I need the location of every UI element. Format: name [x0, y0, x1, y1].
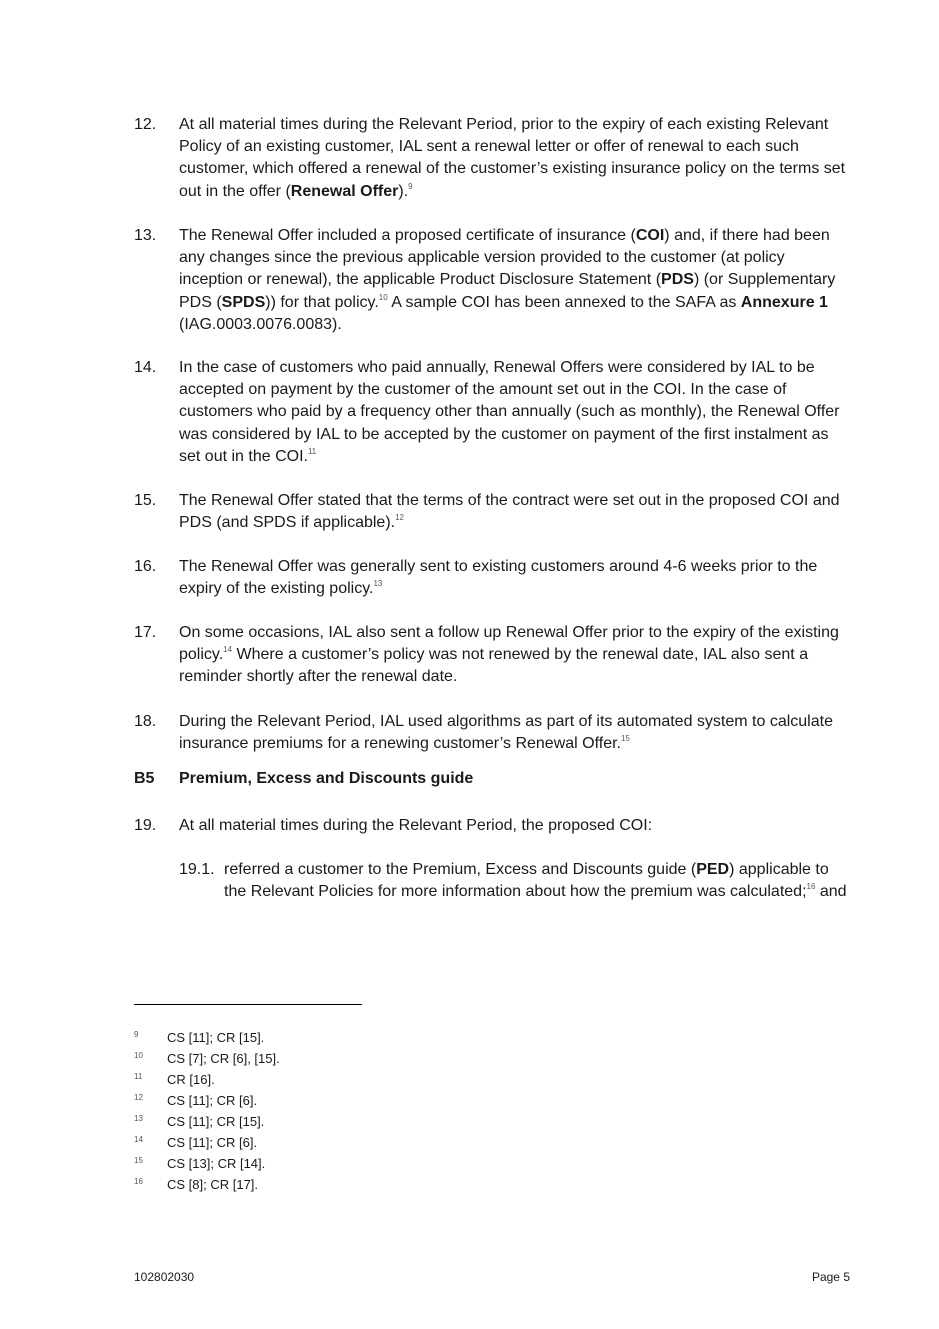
paragraph-text — [179, 225, 849, 336]
paragraph-text — [179, 711, 849, 755]
text-run: In the case of customers who paid annually, Renewal Offers were considered by IAL to be accepted on payment by the customer of the amount set out in the COI. In the case of customers who paid by a frequency other than annually (such as monthly), the Renewal Offer was considered by IAL to be accepted by the customer on payment of the first instalment as set out in the COI. — [179, 359, 840, 465]
footnote-text: CS [11]; CR [6]. — [167, 1093, 258, 1108]
paragraph-19 — [134, 815, 849, 837]
text-run: The Renewal Offer was generally sent to existing customers around 4-6 weeks prior to the expiry of the existing policy. — [179, 558, 818, 598]
text-run: The Renewal Offer stated that the terms of the contract were set out in the proposed COI and PDS (and SPDS if applicable). — [179, 492, 840, 532]
footnote-text: CS [11]; CR [15]. — [167, 1030, 265, 1045]
page-number: Page 5 — [811, 1270, 850, 1284]
footnote-text: CS [8]; CR [17]. — [167, 1177, 259, 1192]
footnote-text: CS [13]; CR [14]. — [167, 1156, 266, 1171]
text-run: ) (or Supplementary PDS ( — [179, 271, 836, 311]
paragraph-14 — [134, 357, 849, 468]
defined-term: Annexure 1 — [740, 293, 828, 311]
paragraph-13 — [134, 225, 849, 336]
paragraph-18 — [134, 711, 849, 755]
footnote-number: 10 — [134, 1051, 143, 1060]
paragraph-text — [179, 114, 849, 203]
footnote-reference: 12 — [395, 513, 405, 523]
paragraph-text — [179, 357, 849, 468]
text-run: ) and, if there had been any changes since the previous applicable version provided to the customer (at policy inception or renewal), the applicable Product Disclosure Statement ( — [179, 227, 830, 289]
footnote-reference: 16 — [806, 882, 816, 892]
paragraph-number: 16. — [134, 558, 157, 575]
paragraph-number: 19. — [134, 817, 157, 834]
text-run: On some occasions, IAL also sent a follow up Renewal Offer prior to the expiry of the existing policy. — [179, 624, 839, 664]
footnote-text: CS [11]; CR [6]. — [167, 1135, 258, 1150]
text-run: )) for that policy. — [265, 293, 379, 311]
footnote-reference: 11 — [307, 446, 317, 456]
footnote-number: 14 — [134, 1135, 143, 1144]
subparagraph-number: 19.1. — [179, 861, 215, 878]
paragraph-16 — [134, 556, 849, 600]
footnote-number: 9 — [134, 1030, 139, 1039]
paragraph-text — [179, 622, 849, 689]
footnote-number: 15 — [134, 1156, 143, 1165]
paragraph-17 — [134, 622, 849, 689]
footnote-reference: 14 — [223, 645, 233, 655]
paragraph-number: 17. — [134, 624, 157, 641]
text-run: ) applicable to the Relevant Policies for more information about how the premium was calculated; — [224, 861, 829, 901]
paragraph-15 — [134, 490, 849, 534]
paragraph-number: 13. — [134, 227, 157, 244]
subparagraph-19-1 — [179, 859, 849, 903]
section-number: B5 — [134, 770, 155, 787]
section-title: Premium, Excess and Discounts guide — [179, 770, 474, 787]
text-run: (IAG.0003.0076.0083). — [179, 315, 342, 333]
paragraph-text — [179, 556, 849, 600]
text-run: Where a customer’s policy was not renewed by the renewal date, IAL also sent a reminder shortly after the renewal date. — [179, 646, 809, 686]
text-run: During the Relevant Period, IAL used algorithms as part of its automated system to calculate insurance premiums for a renewing customer’s Renewal Offer. — [179, 713, 833, 753]
footnote-number: 11 — [134, 1072, 143, 1081]
text-run: At all material times during the Relevant Period, prior to the expiry of each existing Relevant Policy of an existing customer, IAL sent a renewal letter or offer of renewal to each such customer, which offered a renewal of the customer’s existing insurance policy on the terms set out in the offer ( — [179, 116, 846, 200]
footnote-reference: 15 — [620, 734, 630, 744]
footnote-reference: 9 — [408, 181, 413, 191]
paragraph-number: 12. — [134, 116, 157, 133]
subparagraph-text — [224, 859, 849, 903]
defined-term: SPDS — [221, 293, 266, 311]
footnote-reference: 10 — [378, 292, 388, 302]
defined-term: COI — [635, 227, 665, 244]
paragraph-12 — [134, 114, 849, 203]
paragraph-number: 14. — [134, 359, 157, 376]
defined-term: Renewal Offer — [290, 182, 399, 200]
footnote-text: CR [16]. — [167, 1072, 215, 1087]
document-id: 102802030 — [134, 1270, 195, 1284]
text-run: At all material times during the Relevant Period, the proposed COI: — [179, 817, 653, 834]
defined-term: PDS — [661, 271, 694, 289]
text-run: referred a customer to the Premium, Excess and Discounts guide ( — [224, 861, 697, 878]
text-run: ). — [398, 182, 409, 200]
paragraph-number: 18. — [134, 713, 157, 730]
text-run: and — [815, 883, 847, 901]
paragraph-text — [179, 490, 849, 534]
footnote-number: 16 — [134, 1177, 143, 1186]
paragraph-number: 15. — [134, 492, 157, 509]
footnote-number: 13 — [134, 1114, 143, 1123]
footnote-number: 12 — [134, 1093, 143, 1102]
footnote-text: CS [11]; CR [15]. — [167, 1114, 265, 1129]
text-run: The Renewal Offer included a proposed certificate of insurance ( — [179, 227, 636, 244]
paragraph-text — [179, 815, 849, 837]
footnote-text: CS [7]; CR [6], [15]. — [167, 1051, 280, 1066]
footnote-reference: 13 — [373, 579, 383, 589]
defined-term: PED — [696, 861, 730, 878]
footnote-separator — [134, 1004, 362, 1005]
text-run: A sample COI has been annexed to the SAFA as — [387, 293, 741, 311]
